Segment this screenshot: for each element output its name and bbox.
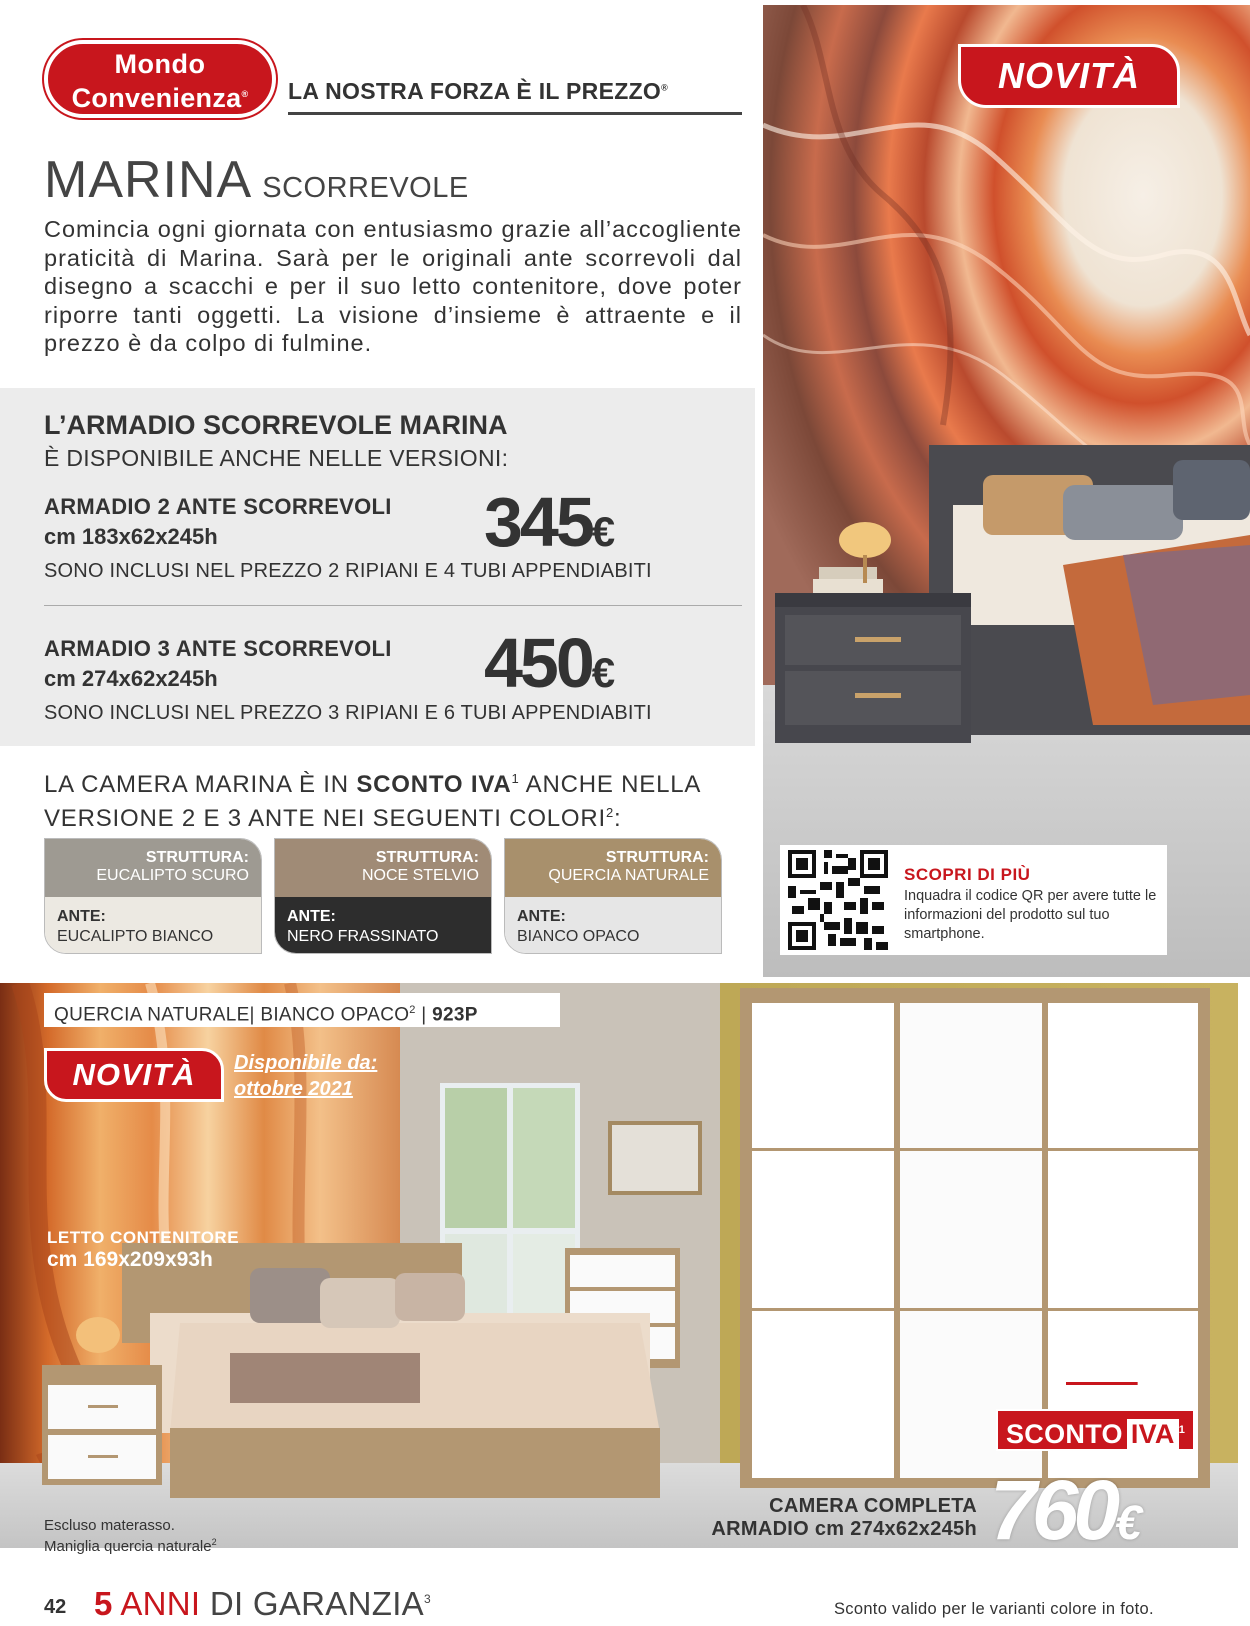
option-3-ante-price: 450€ xyxy=(484,624,616,702)
product-description: Comincia ogni giornata con entusiasmo grazie all’accogliente praticità di Marina. Sarà per le originali ante scorrevoli dal disegno a scacchi e per il suo letto contenitore, dove poter riporre tanti oggetti. La visione d’insieme è attraente e il prezzo è da colpo di fulmine. xyxy=(44,216,742,356)
brand-logo[interactable] xyxy=(44,40,276,118)
options-divider xyxy=(44,605,742,606)
swatch-ante: ANTE: EUCALIPTO BIANCO xyxy=(45,897,261,954)
hero-illustration xyxy=(763,5,1250,977)
camera-completa-label: CAMERA COMPLETA ARMADIO cm 274x62x245h xyxy=(711,1495,977,1540)
option-3-ante-note: SONO INCLUSI NEL PREZZO 3 RIPIANI E 6 TUBI APPENDIABITI xyxy=(44,702,652,724)
footer-note: Sconto valido per le varianti colore in foto. xyxy=(834,1600,1154,1618)
option-2-ante-note: SONO INCLUSI NEL PREZZO 2 RIPIANI E 4 TUBI APPENDIABITI xyxy=(44,560,652,582)
swatch-struttura: STRUTTURA: EUCALIPTO SCURO xyxy=(45,839,261,897)
qr-info-card[interactable] xyxy=(780,845,1167,955)
option-3-ante-name: ARMADIO 3 ANTE SCORREVOLI xyxy=(44,636,392,661)
colors-intro: LA CAMERA MARINA È IN SCONTO IVA$^1$ ANCHE NELLA VERSIONE 2 E 3 ANTE NEI SEGUENTI COLORI$^2$: xyxy=(44,771,700,832)
wardrobe-title: L’ARMADIO SCORREVOLE MARINA xyxy=(44,410,508,440)
color-swatch-noce[interactable] xyxy=(274,838,492,954)
availability-note: Disponibile da: ottobre 2021 xyxy=(234,1052,378,1100)
new-price: 760€ xyxy=(990,1463,1142,1557)
option-2-ante-dimensions: cm 183x62x245h xyxy=(44,524,218,549)
wardrobe-subtitle: È DISPONIBILE ANCHE NELLE VERSIONI: xyxy=(44,445,509,471)
swatch-struttura: STRUTTURA: QUERCIA NATURALE xyxy=(505,839,721,897)
option-2-ante-price: 345€ xyxy=(484,483,616,561)
sconto-iva-badge: SCONTO IVA $^1$ xyxy=(996,1409,1195,1451)
color-swatch-quercia[interactable] xyxy=(504,838,722,954)
warranty-banner: 5 ANNI DI GARANZIA$^3$ xyxy=(94,1585,431,1622)
page-number: 42 xyxy=(44,1596,67,1618)
tagline-divider xyxy=(288,112,742,115)
product-subtitle: SCORREVOLE xyxy=(262,172,469,204)
novita-badge: NOVITÀ xyxy=(958,44,1180,108)
qr-description: Inquadra il codice QR per avere tutte le informazioni del prodotto sul tuo smartphone. xyxy=(904,888,1157,942)
bed-label: LETTO CONTENITORE cm 169x209x93h xyxy=(47,1228,240,1271)
qr-title: SCOPRI DI PIÙ xyxy=(904,865,1031,884)
option-3-ante-dimensions: cm 274x62x245h xyxy=(44,666,218,691)
swatch-ante: ANTE: NERO FRASSINATO xyxy=(275,897,491,954)
exclusion-note: Escluso materasso. Maniglia quercia naturale$^2$ xyxy=(44,1517,217,1555)
qr-code-icon[interactable] xyxy=(788,850,888,950)
tagline: LA NOSTRA FORZA È IL PREZZO® xyxy=(288,78,669,104)
product-title: MARINA SCORREVOLE xyxy=(44,151,469,209)
logo-line-2: Convenienza® xyxy=(71,83,249,113)
novita-badge-small: NOVITÀ xyxy=(44,1048,224,1102)
color-code-band: QUERCIA NATURALE| BIANCO OPACO$^2$ | 923P xyxy=(44,993,560,1027)
option-2-ante-name: ARMADIO 2 ANTE SCORREVOLI xyxy=(44,494,392,519)
logo-line-1: Mondo xyxy=(114,49,206,79)
hero-bedroom-photo xyxy=(763,5,1250,977)
swatch-ante: ANTE: BIANCO OPACO xyxy=(505,897,721,954)
color-swatch-eucalipto[interactable] xyxy=(44,838,262,954)
old-price: 928€ xyxy=(1066,1364,1138,1402)
swatch-struttura: STRUTTURA: NOCE STELVIO xyxy=(275,839,491,897)
